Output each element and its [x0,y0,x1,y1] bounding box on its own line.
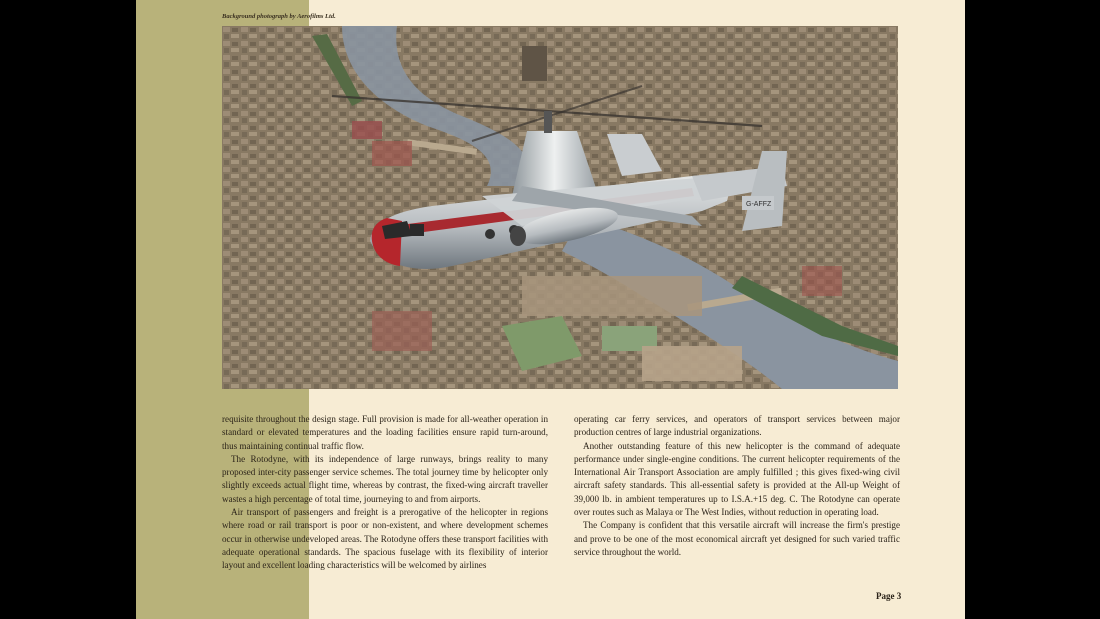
paragraph: Another outstanding feature of this new helicopter is the command of adequate performance under single-engine conditions. The current helicopter requirements of the International Air Transport Association are amply fulfilled ; this gives fixed-wing civil aircraft safety standards. This all-essential safety is provided at the All-up Weight of 39,000 lb. in ambient temperatures up to I.S.A.+15 deg. C. The Rotodyne can operate over routes such as Malaya or The West Indies, without reduction in operating load. [574,440,900,518]
photo-credit: Background photograph by Aerofilms Ltd. [222,13,336,20]
brochure-page [136,0,965,619]
left-text-column [222,413,548,573]
city-aerial-photo [222,26,898,389]
tail-registration: G-AFFZ [746,201,772,208]
aerial-illustration [222,26,898,389]
paragraph: requisite throughout the design stage. Full provision is made for all-weather operation in standard or elevated temperatures and the loading facilities ensure rapid turn-around, thus maintaining continual traffic flow. [222,414,548,451]
paragraph: operating car ferry services, and operators of transport services between major production centres of large industrial organizations. [574,414,900,438]
page-number: Page 3 [876,591,902,601]
paragraph: Air transport of passengers and freight is a prerogative of the helicopter in regions where road or rail transport is poor or non-existent, and where development schemes occur in otherwise undeveloped areas. The Rotodyne offers these transport facilities with adequate operational standards. The spacious fuselage with its flexibility of interior layout and excellent loading characteristics will be welcomed by airlines [222,507,548,571]
right-text-column [574,413,900,559]
paragraph: The Rotodyne, with its independence of large runways, brings reality to many proposed inter-city passenger service schemes. The total journey time by helicopter only slightly exceeds actual flight time, whereas by contrast, the fixed-wing aircraft traveller wastes a high percentage of total time, journeying to and from airports. [222,453,548,504]
paragraph: The Company is confident that this versatile aircraft will increase the firm's prestige and prove to be one of the most economical aircraft yet designed for such varied traffic service throughout the world. [574,520,900,557]
